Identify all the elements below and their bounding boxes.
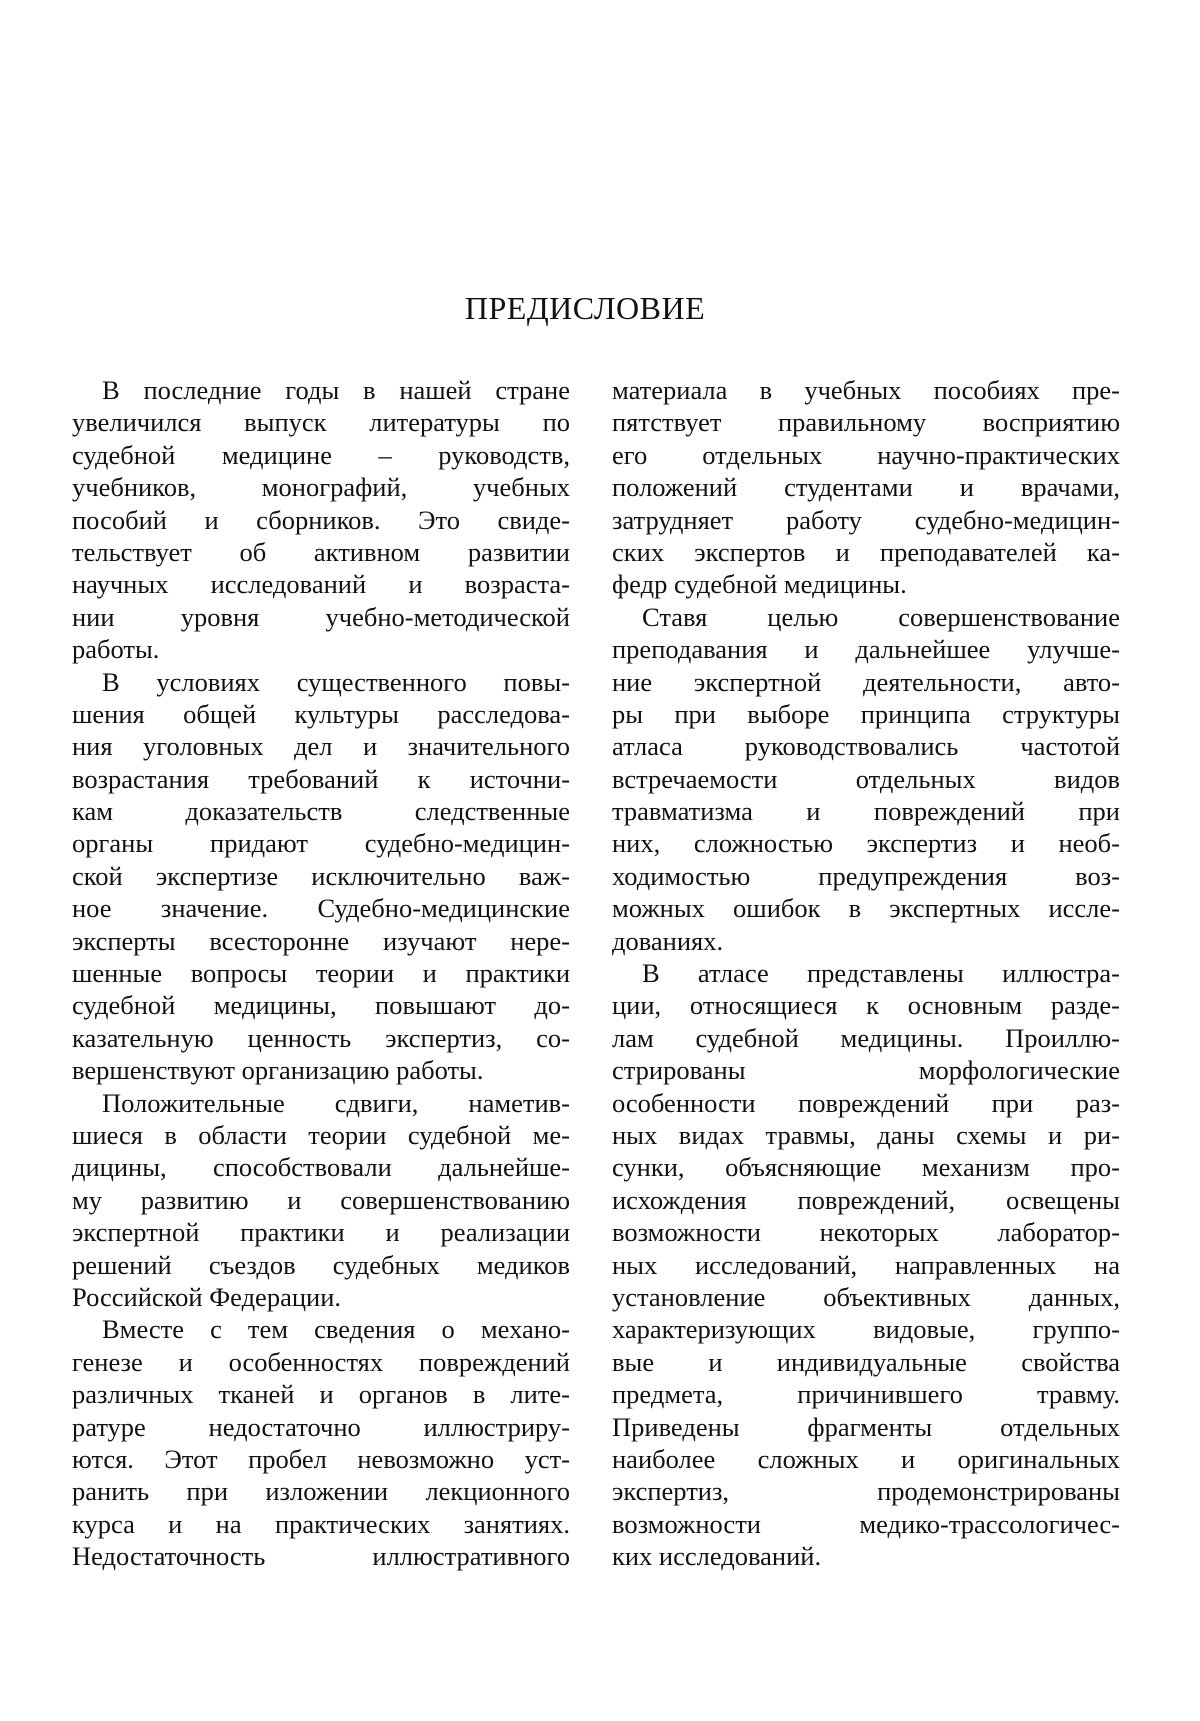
text-line: стрированы морфологические: [612, 1055, 1120, 1086]
text-line: ное значение. Судебно-медицинские: [72, 893, 570, 924]
text-line: вые и индивидуальные свойства: [612, 1346, 1120, 1377]
text-line: ранить при изложении лекционного: [72, 1476, 570, 1507]
left-text-column: [72, 374, 570, 1572]
text-line: увеличился выпуск литературы по: [72, 407, 570, 438]
text-line: атласа руководствовались частотой: [612, 731, 1120, 762]
text-line: ратуре недостаточно иллюстриру-: [72, 1411, 570, 1442]
text-line: предмета, причинившего травму.: [612, 1379, 1120, 1410]
text-line: возрастания требований к источни-: [72, 763, 570, 794]
text-line: ры при выборе принципа структуры: [612, 698, 1120, 729]
text-line: Ставя целью совершенствование: [642, 601, 1120, 632]
text-line: казательную ценность экспертиз, со-: [72, 1022, 570, 1053]
page-title: ПРЕДИСЛОВИЕ: [464, 290, 706, 326]
text-line: ходимостью предупреждения воз-: [612, 860, 1120, 891]
text-line: Положительные сдвиги, наметив-: [102, 1087, 570, 1118]
text-line: федр судебной медицины.: [612, 569, 907, 600]
text-line: встречаемости отдельных видов: [612, 763, 1120, 794]
text-line: пятствует правильному восприятию: [612, 407, 1120, 438]
text-line: учебников, монографий, учебных: [72, 472, 570, 503]
text-line: судебной медицине – руководств,: [72, 439, 570, 470]
text-line: положений студентами и врачами,: [612, 472, 1120, 503]
text-line: можных ошибок в экспертных иссле-: [612, 893, 1120, 924]
text-line: экспертиз, продемонстрированы: [612, 1476, 1120, 1507]
text-line: В атласе представлены иллюстра-: [642, 958, 1120, 989]
text-line: шенные вопросы теории и практики: [72, 958, 570, 989]
text-line: решений съездов судебных медиков: [72, 1249, 570, 1280]
text-line: его отдельных научно-практических: [612, 439, 1120, 470]
text-line: нии уровня учебно-методической: [72, 601, 570, 632]
text-line: Вместе с тем сведения о механо-: [102, 1314, 570, 1345]
text-line: Приведены фрагменты отдельных: [612, 1411, 1120, 1442]
text-line: ния уголовных дел и значительного: [72, 731, 570, 762]
text-line: характеризующих видовые, группо-: [612, 1314, 1120, 1345]
text-line: дованиях.: [612, 925, 724, 956]
text-line: пособий и сборников. Это свиде-: [72, 504, 570, 535]
text-line: них, сложностью экспертиз и необ-: [612, 828, 1120, 859]
text-line: В последние годы в нашей стране: [102, 375, 570, 405]
text-line: ных видах травмы, даны схемы и ри-: [612, 1119, 1120, 1150]
text-line: эксперты всесторонне изучают нере-: [72, 925, 570, 956]
text-line: Российской Федерации.: [72, 1281, 341, 1312]
text-line: ских экспертов и преподавателей ка-: [612, 536, 1120, 567]
text-line: экспертной практики и реализации: [72, 1217, 570, 1248]
text-line: кам доказательств следственные: [72, 796, 570, 827]
text-line: затрудняет работу судебно-медицин-: [612, 504, 1120, 535]
right-text-column: [612, 374, 1120, 1572]
text-line: возможности некоторых лаборатор-: [612, 1217, 1120, 1248]
text-line: ных исследований, направленных на: [612, 1249, 1120, 1280]
text-line: тельствует об активном развитии: [72, 536, 570, 567]
text-line: установление объективных данных,: [612, 1281, 1120, 1312]
text-line: Недостаточность иллюстративного: [72, 1541, 570, 1572]
text-line: судебной медицины, повышают до-: [72, 990, 570, 1021]
text-line: ской экспертизе исключительно важ-: [72, 860, 570, 891]
text-line: му развитию и совершенствованию: [72, 1184, 570, 1215]
text-line: возможности медико-трассологичес-: [612, 1508, 1120, 1539]
text-line: шения общей культуры расследова-: [72, 698, 570, 729]
text-line: исхождения повреждений, освещены: [612, 1184, 1120, 1215]
text-line: органы придают судебно-медицин-: [72, 828, 570, 859]
text-line: лам судебной медицины. Проиллю-: [612, 1022, 1120, 1053]
text-line: В условиях существенного повы-: [102, 666, 570, 697]
text-line: ние экспертной деятельности, авто-: [612, 666, 1120, 697]
text-line: научных исследований и возраста-: [72, 569, 570, 600]
text-line: ких исследований.: [612, 1541, 822, 1572]
text-line: курса и на практических занятиях.: [72, 1508, 570, 1539]
text-line: работы.: [72, 634, 160, 665]
text-line: различных тканей и органов в лите-: [72, 1379, 570, 1410]
text-line: шиеся в области теории судебной ме-: [72, 1119, 570, 1150]
text-line: генезе и особенностях повреждений: [72, 1346, 570, 1377]
text-line: преподавания и дальнейшее улучше-: [612, 634, 1120, 665]
text-line: материала в учебных пособиях пре-: [612, 375, 1120, 405]
text-line: особенности повреждений при раз-: [612, 1087, 1120, 1118]
text-line: травматизма и повреждений при: [612, 796, 1120, 827]
text-line: сунки, объясняющие механизм про-: [612, 1152, 1120, 1183]
text-line: дицины, способствовали дальнейше-: [72, 1152, 570, 1183]
text-line: ются. Этот пробел невозможно уст-: [72, 1443, 570, 1474]
text-line: наиболее сложных и оригинальных: [612, 1443, 1120, 1474]
text-line: вершенствуют организацию работы.: [72, 1055, 484, 1086]
text-line: ции, относящиеся к основным разде-: [612, 990, 1120, 1021]
